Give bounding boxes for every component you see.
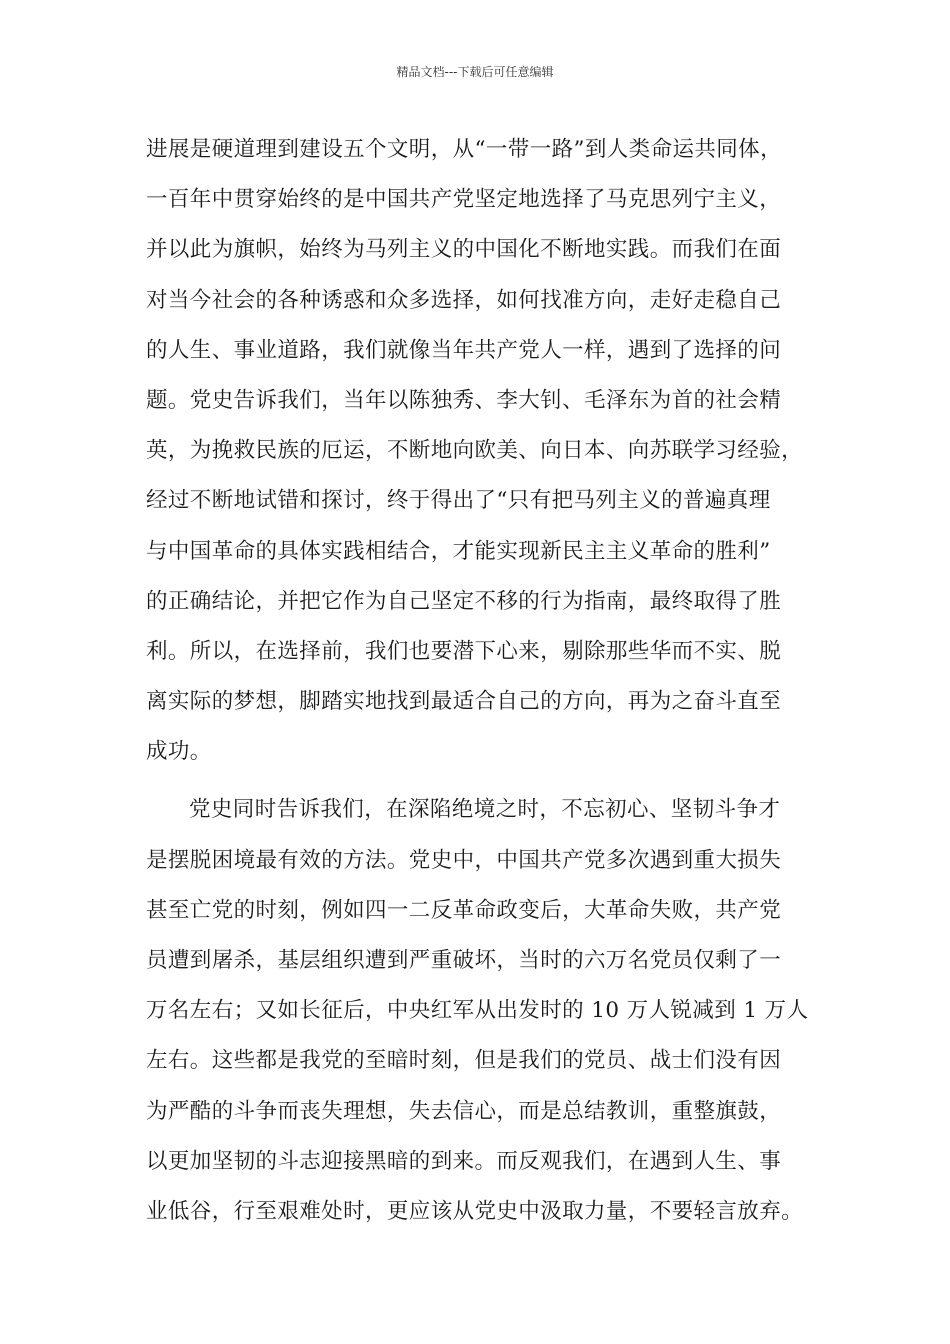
paragraph-line: 的正确结论，并把它作为自己坚定不移的行为指南，最终取得了胜 [146,588,782,614]
paragraph-line: 进展是硬道理到建设五个文明，从“一带一路”到人类命运共同体， [146,137,782,162]
paragraph-line: 万名左右；又如长征后，中央红军从出发时的 10 万人锐减到 1 万人 [146,998,809,1024]
paragraph-line: 为严酷的斗争而丧失理想，失去信心，而是总结教训，重整旗鼓， [146,1098,782,1124]
paragraph-line: 英，为挽救民族的厄运，不断地向欧美、向日本、向苏联学习经验， [146,438,804,464]
paragraph-line: 与中国革命的具体实践相结合，才能实现新民主主义革命的胜利” [146,538,771,564]
paragraph-line: 利。所以，在选择前，我们也要潜下心来，剔除那些华而不实、脱 [146,638,782,664]
document-body [146,130,826,1242]
paragraph-line: 一百年中贯穿始终的是中国共产党坚定地选择了马克思列宁主义， [146,187,782,213]
paragraph-line: 左右。这些都是我党的至暗时刻，但是我们的党员、战士们没有因 [146,1048,782,1074]
paragraph-line: 并以此为旗帜，始终为马列主义的中国化不断地实践。而我们在面 [146,237,782,263]
paragraph-line: 员遭到屠杀，基层组织遭到严重破坏，当时的六万名党员仅剩了一 [146,948,782,973]
paragraph-line: 业低谷，行至艰难处时，更应该从党史中汲取力量，不要轻言放弃。 [146,1198,804,1224]
paragraph-spacer [146,782,826,790]
paragraph-2 [146,790,826,1242]
paragraph-line: 离实际的梦想，脚踏实地找到最适合自己的方向，再为之奋斗直至 [146,689,782,715]
paragraph-line: 是摆脱困境最有效的方法。党史中，中国共产党多次遇到重大损失 [146,847,782,873]
page-header: 精品文档---下载后可任意编辑 [396,65,554,79]
paragraph-line: 对当今社会的各种诱惑和众多选择，如何找准方向，走好走稳自己 [146,287,782,313]
paragraph-1 [146,130,826,782]
paragraph-line: 成功。 [146,739,212,765]
paragraph-line: 甚至亡党的时刻，例如四一二反革命政变后，大革命失败，共产党 [146,897,782,923]
paragraph-line: 的人生、事业道路，我们就像当年共产党人一样，遇到了选择的问 [146,337,782,363]
paragraph-line: 经过不断地试错和探讨，终于得出了“只有把马列主义的普遍真理 [146,488,771,514]
paragraph-line: 党史同时告诉我们，在深陷绝境之时，不忘初心、坚韧斗争才 [189,797,781,823]
paragraph-line: 题。党史告诉我们，当年以陈独秀、李大钊、毛泽东为首的社会精 [146,387,782,413]
paragraph-line: 以更加坚韧的斗志迎接黑暗的到来。而反观我们，在遇到人生、事 [146,1148,782,1174]
